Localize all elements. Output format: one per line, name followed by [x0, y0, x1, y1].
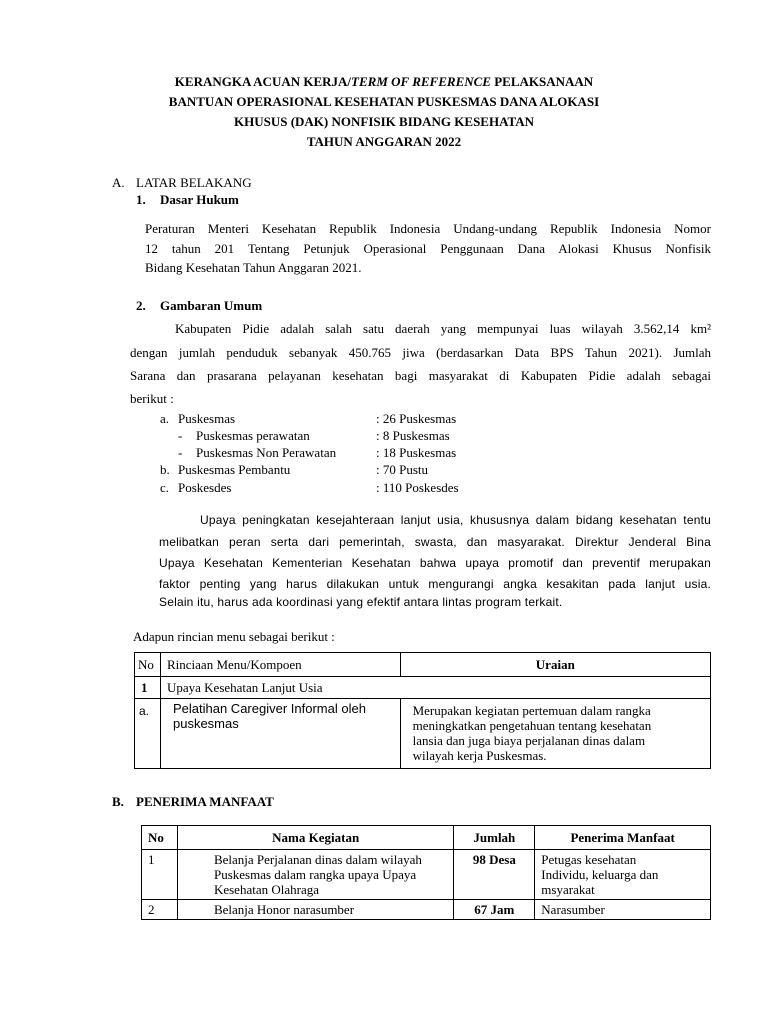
benefit-row-no: 1: [142, 850, 178, 900]
title-line-3: KHUSUS (DAK) NONFISIK BIDANG KESEHATAN: [233, 114, 534, 129]
para2-line-1: Upaya peningkatan kesejahteraan lanjut usia, khususnya dalam bidang kesehatan tentu: [200, 513, 711, 527]
menu-row-text: Upaya Kesehatan Lanjut Usia: [160, 677, 710, 699]
facility-marker: -: [178, 445, 183, 460]
uraian-cell-line: lansia dan juga biaya perjalanan dinas dalam: [412, 733, 646, 748]
penerima-line: Petugas kesehatan: [541, 852, 637, 867]
title-line-1c: PELAKSANAAN: [490, 74, 594, 89]
benefit-table-row: [142, 900, 711, 920]
menu-table-header: [135, 653, 711, 677]
facility-marker: b.: [160, 462, 170, 477]
facility-label: Puskesmas Non Perawatan: [196, 445, 337, 460]
benefit-row-penerima: Narasumber: [535, 900, 711, 920]
para2-line-2: melibatkan peran serta dari pemerintah, swasta, dan masyarakat. Direktur Jenderal Bina: [159, 535, 711, 549]
penerima-line: Individu, keluarga dan: [541, 867, 659, 882]
facility-label: Puskesmas perawatan: [196, 428, 310, 443]
section-a-letter: A.: [112, 175, 125, 190]
uraian-cell-line: Merupakan kegiatan pertemuan dalam rangka: [412, 703, 651, 718]
sub1-title: Dasar Hukum: [160, 192, 239, 207]
facility-label: Puskesmas Pembantu: [178, 462, 291, 477]
benefit-row-no: 2: [142, 900, 178, 920]
penerima-line: msyarakat: [541, 882, 595, 897]
sub2-title: Gambaran Umum: [160, 298, 263, 313]
facility-marker: -: [178, 428, 183, 443]
benefit-table-header: [142, 826, 711, 850]
sub1-line-1: Peraturan Menteri Kesehatan Republik Indonesia Undang-undang Republik Indonesia Nomor: [145, 221, 711, 236]
sub2-line-2: dengan jumlah penduduk sebanyak 450.765 jiwa (berdasarkan Data BPS Tahun 2021). Jumlah: [130, 345, 711, 360]
para2-line-4: faktor penting yang harus dilakukan untuk mengurangi angka kesakitan pada lanjut usia.: [159, 577, 711, 591]
benefit-row-jumlah: 67 Jam: [454, 900, 535, 920]
sub2-line-1: Kabupaten Pidie adalah salah satu daerah yang mempunyai luas wilayah 3.562,14 km²: [175, 321, 711, 336]
facility-label: Puskesmas: [178, 411, 236, 426]
kegiatan-line: Puskesmas dalam rangka upaya Upaya: [213, 867, 417, 882]
sub1-number: 1.: [136, 192, 146, 207]
kegiatan-line: Kesehatan Olahraga: [213, 882, 319, 897]
document-title: [100, 72, 668, 152]
title-line-1a: KERANGKA ACUAN KERJA/: [174, 74, 352, 89]
menu-table-row: [135, 699, 711, 769]
sub2-line-3: Sarana dan prasarana pelayanan kesehatan bagi masyarakat di Kabupaten Pidie adalah sebagai: [130, 368, 711, 383]
benefit-table: [141, 825, 711, 920]
benefit-row-jumlah: 98 Desa: [454, 850, 535, 900]
menu-header-menu: Rinciaan Menu/Kompoen: [160, 653, 400, 677]
benefit-header-penerima: Penerima Manfaat: [535, 826, 711, 850]
sub2-number: 2.: [136, 298, 146, 313]
uraian-cell-line: wilayah kerja Puskesmas.: [412, 748, 547, 763]
facility-value: : 18 Puskesmas: [376, 445, 457, 460]
menu-table-row: [135, 677, 711, 699]
title-line-2: BANTUAN OPERASIONAL KESEHATAN PUSKESMAS DANA ALOKASI: [168, 94, 600, 109]
sub1-line-3: Bidang Kesehatan Tahun Anggaran 2021.: [145, 260, 362, 275]
facility-value: : 8 Puskesmas: [376, 428, 450, 443]
menu-cell-line: Pelatihan Caregiver Informal oleh: [172, 701, 366, 716]
menu-row-uraian: [400, 699, 710, 769]
section-b-letter: B.: [112, 794, 124, 809]
para2-line-5: Selain itu, harus ada koordinasi yang efektif antara lintas program terkait.: [159, 595, 563, 609]
menu-row-number: a.: [135, 699, 161, 769]
facility-value: : 26 Puskesmas: [376, 411, 457, 426]
menu-cell-line: puskesmas: [172, 716, 239, 731]
benefit-header-jumlah: Jumlah: [454, 826, 535, 850]
title-line-4: TAHUN ANGGARAN 2022: [306, 134, 462, 149]
menu-table: [134, 652, 711, 769]
menu-row-menu: [160, 699, 400, 769]
benefit-header-no: No: [142, 826, 178, 850]
title-line-1b: TERM OF REFERENCE: [351, 74, 491, 89]
benefit-table-row: [142, 850, 711, 900]
facility-label: Poskesdes: [178, 480, 232, 495]
facility-marker: a.: [160, 411, 170, 426]
benefit-row-kegiatan: Belanja Honor narasumber: [177, 900, 453, 920]
facility-value: : 70 Pustu: [376, 462, 429, 477]
section-a-heading: LATAR BELAKANG: [136, 175, 252, 190]
facility-marker: c.: [160, 480, 170, 495]
uraian-cell-line: meningkatkan pengetahuan tentang kesehatan: [412, 718, 652, 733]
menu-header-no: No: [135, 653, 161, 677]
benefit-row-penerima: [535, 850, 711, 900]
menu-header-uraian: Uraian: [400, 653, 710, 677]
benefit-header-kegiatan: Nama Kegiatan: [177, 826, 453, 850]
menu-row-number: 1: [135, 677, 161, 699]
menu-intro: Adapun rincian menu sebagai berikut :: [133, 629, 335, 644]
para2-line-3: Upaya Kesehatan Kementerian Kesehatan bahwa upaya promotif dan preventif merupakan: [159, 556, 711, 570]
section-b-heading: PENERIMA MANFAAT: [136, 794, 274, 809]
kegiatan-line: Belanja Perjalanan dinas dalam wilayah: [213, 852, 422, 867]
sub2-line-4: berikut :: [130, 391, 174, 406]
facility-value: : 110 Poskesdes: [376, 480, 459, 495]
benefit-row-kegiatan: [177, 850, 453, 900]
sub1-line-2: 12 tahun 201 Tentang Petunjuk Operasional Penggunaan Dana Alokasi Khusus Nonfisik: [145, 241, 711, 256]
